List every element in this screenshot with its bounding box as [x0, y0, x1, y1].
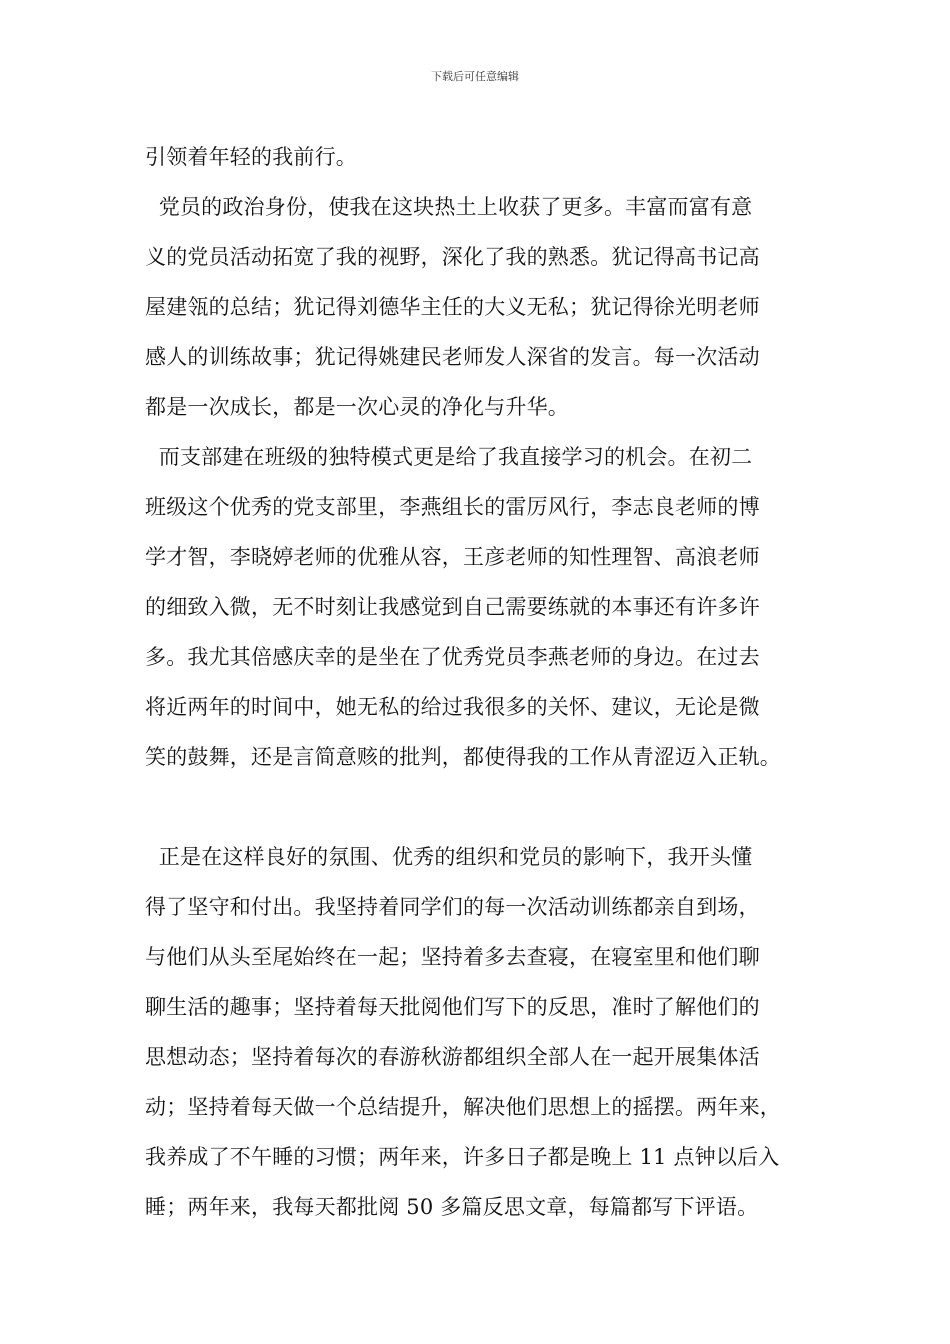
- text-line: 动；坚持着每天做一个总结提升，解决他们思想上的摇摆。两年来，: [145, 1095, 781, 1119]
- text-line: 党员的政治身份，使我在这块热土上收获了更多。丰富而富有意: [145, 195, 753, 219]
- text-line: 得了坚守和付出。我坚持着同学们的每一次活动训练都亲自到场，: [145, 895, 760, 919]
- text-line: 班级这个优秀的党支部里，李燕组长的雷厉风行，李志良老师的博: [145, 495, 760, 519]
- page-header: 下载后可任意编辑: [431, 70, 519, 83]
- text-line: 聊生活的趣事；坚持着每天批阅他们写下的反思，准时了解他们的: [145, 995, 760, 1019]
- text-line: 我养成了不午睡的习惯；两年来，许多日子都是晚上 11 点钟以后入: [145, 1145, 780, 1169]
- paragraph: [145, 132, 810, 182]
- text-line: 与他们从头至尾始终在一起；坚持着多去查寝，在寝室里和他们聊: [145, 945, 760, 969]
- text-line: 思想动态；坚持着每次的春游秋游都组织全部人在一起开展集体活: [145, 1045, 760, 1069]
- paragraph: [145, 182, 810, 432]
- text-line: 将近两年的时间中，她无私的给过我很多的关怀、建议，无论是微: [145, 695, 760, 719]
- paragraph: [145, 832, 810, 1232]
- text-line: 引领着年轻的我前行。: [145, 145, 357, 169]
- paragraph: [145, 432, 810, 782]
- paragraph-gap: [145, 782, 810, 832]
- text-line: 睡；两年来，我每天都批阅 50 多篇反思文章，每篇都写下评语。: [145, 1195, 759, 1219]
- text-line: 而支部建在班级的独特模式更是给了我直接学习的机会。在初二: [145, 445, 753, 469]
- text-line: 感人的训练故事；犹记得姚建民老师发人深省的发言。每一次活动: [145, 345, 760, 369]
- text-line: 学才智，李晓婷老师的优雅从容，王彦老师的知性理智、高浪老师: [145, 545, 760, 569]
- text-line: 笑的鼓舞，还是言简意赅的批判，都使得我的工作从青涩迈入正轨。: [145, 745, 781, 769]
- text-line: 多。我尤其倍感庆幸的是坐在了优秀党员李燕老师的身边。在过去: [145, 645, 760, 669]
- text-line: 都是一次成长，都是一次心灵的净化与升华。: [145, 395, 569, 419]
- document-body: [145, 132, 810, 1232]
- text-line: 义的党员活动拓宽了我的视野，深化了我的熟悉。犹记得高书记高: [145, 245, 760, 269]
- text-line: 的细致入微，无不时刻让我感觉到自己需要练就的本事还有许多许: [145, 595, 760, 619]
- text-line: 正是在这样良好的氛围、优秀的组织和党员的影响下，我开头懂: [145, 845, 753, 869]
- text-line: 屋建瓴的总结；犹记得刘德华主任的大义无私；犹记得徐光明老师: [145, 295, 760, 319]
